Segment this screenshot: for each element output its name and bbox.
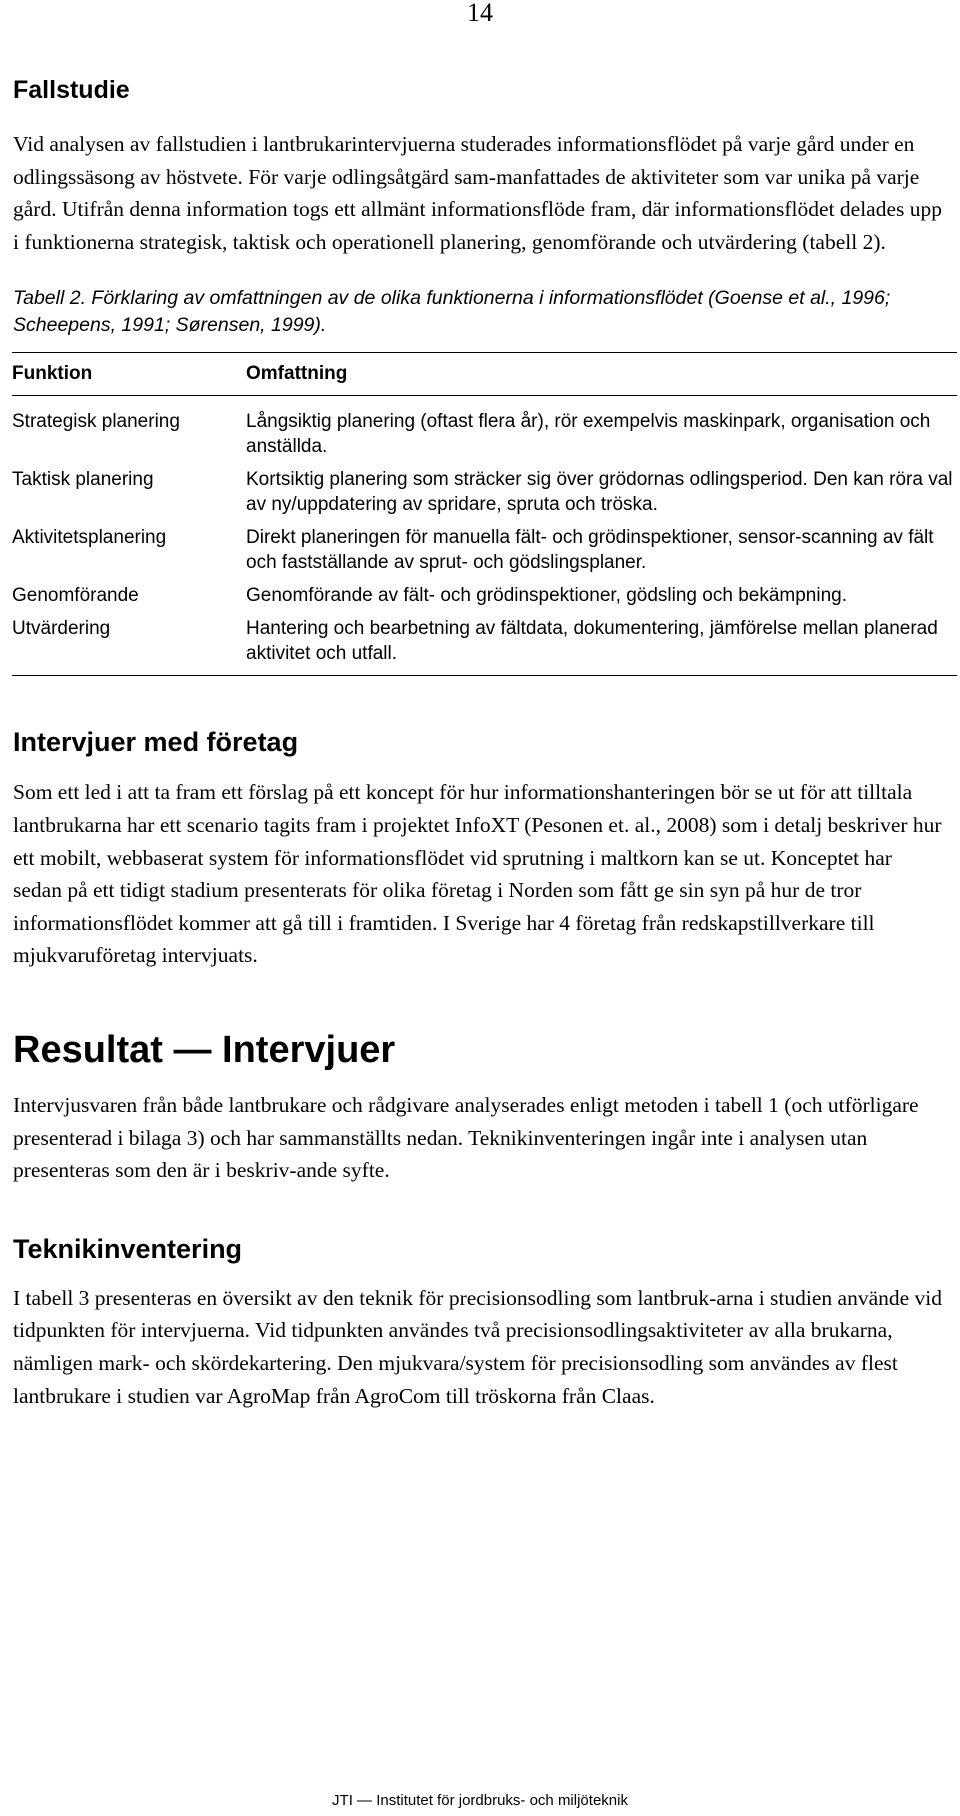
function-table xyxy=(12,352,957,676)
table-cell-omfattning: Genomförande av fält- och grödinspektioner, gödsling och bekämpning. xyxy=(246,585,847,607)
table-row xyxy=(12,608,957,676)
table-cell-funktion: Genomförande xyxy=(12,585,139,607)
paragraph-fallstudie: Vid analysen av fallstudien i lantbrukarintervjuerna studerades informationsflödet på varje gård under en odlingssäsong av höstvete. För varje odlingsåtgärd sam-manfattades de aktiviteter som var unika på varje gård. Utifrån denna information togs ett allmänt informationsflöde fram, där informationsflödet delades upp i funktionerna strategisk, taktisk och operationell planering, genomförande och utvärdering (tabell 2). xyxy=(13,132,943,254)
paragraph-intervjuer: Som ett led i att ta fram ett förslag på ett koncept för hur informationshanteringen bör se ut för att tilltala lantbrukarna har ett scenario tagits fram i projektet InfoXT (Pesonen et. al., 2008) som i detalj beskriver hur ett mobilt, webbaserat system för informationsflödet vid sprutning i maltkorn kan se ut. Konceptet har sedan på ett tidigt stadium presenterats för olika företag i Norden som fått ge sin syn på hur de tror informationsflödet kommer att gå till i framtiden. I Sverige har 4 företag från redskapstillverkare till mjukvaruföretag intervjuats. xyxy=(13,780,942,968)
table-row xyxy=(12,575,957,608)
table-row xyxy=(12,396,957,460)
table-cell-funktion: Aktivitetsplanering xyxy=(12,527,167,549)
table-cell-funktion: Utvärdering xyxy=(12,608,246,676)
table-header-row xyxy=(12,353,957,396)
paragraph-teknik: I tabell 3 presenteras en översikt av den teknik för precisionsodling som lantbruk-arna i studien använde vid tidpunkten för intervjuerna. Vid tidpunkten användes två precisionsodlingsaktiviteter av alla brukarna, nämligen mark- och skördekartering. Den mjukvara/system för precisionsodling som användes av flest lantbrukare i studien var AgroMap från AgroCom till tröskorna från Claas. xyxy=(13,1285,943,1408)
page-content xyxy=(12,75,953,1412)
page-footer: JTI — Institutet för jordbruks- och miljöteknik xyxy=(332,1792,628,1809)
table-cell-omfattning: Kortsiktig planering som sträcker sig över grödornas odlingsperiod. Den kan röra val av ny/uppdatering av spridare, spruta och tröska. xyxy=(246,469,953,516)
section-heading-intervjuer: Intervjuer med företag xyxy=(13,727,299,758)
table-header-funktion: Funktion xyxy=(12,353,246,396)
table-cell-omfattning: Långsiktig planering (oftast flera år), rör exempelvis maskinpark, organisation och anställda. xyxy=(246,411,931,458)
table-caption: Tabell 2. Förklaring av omfattningen av de olika funktionerna i informationsflödet (Goense et al., 1996; Scheepens, 1991; Sørensen, 1999). xyxy=(13,287,891,337)
table-row xyxy=(12,517,957,575)
section-heading-resultat: Resultat — Intervjuer xyxy=(13,1028,396,1071)
table-cell-funktion: Taktisk planering xyxy=(12,469,154,491)
table-row xyxy=(12,459,957,517)
table-cell-omfattning: Direkt planeringen för manuella fält- och grödinspektioner, sensor-scanning av fält och fastställande av sprut- och gödslingsplaner. xyxy=(246,527,934,574)
section-heading-fallstudie: Fallstudie xyxy=(13,76,130,104)
section-heading-teknik: Teknikinventering xyxy=(13,1233,243,1264)
paragraph-resultat: Intervjusvaren från både lantbrukare och rådgivare analyserades enligt metoden i tabell 1 (och utförligare presenterad i bilaga 3) och har sammanställts nedan. Teknikinventeringen ingår inte i analysen utan presenteras som den är i beskriv-ande syfte. xyxy=(13,1092,919,1183)
page-number: 14 xyxy=(467,0,493,27)
table-header-omfattning: Omfattning xyxy=(246,353,957,396)
table-cell-funktion: Strategisk planering xyxy=(12,411,180,433)
table-cell-omfattning: Hantering och bearbetning av fältdata, dokumentering, jämförelse mellan planerad aktivitet och utfall. xyxy=(246,608,957,676)
